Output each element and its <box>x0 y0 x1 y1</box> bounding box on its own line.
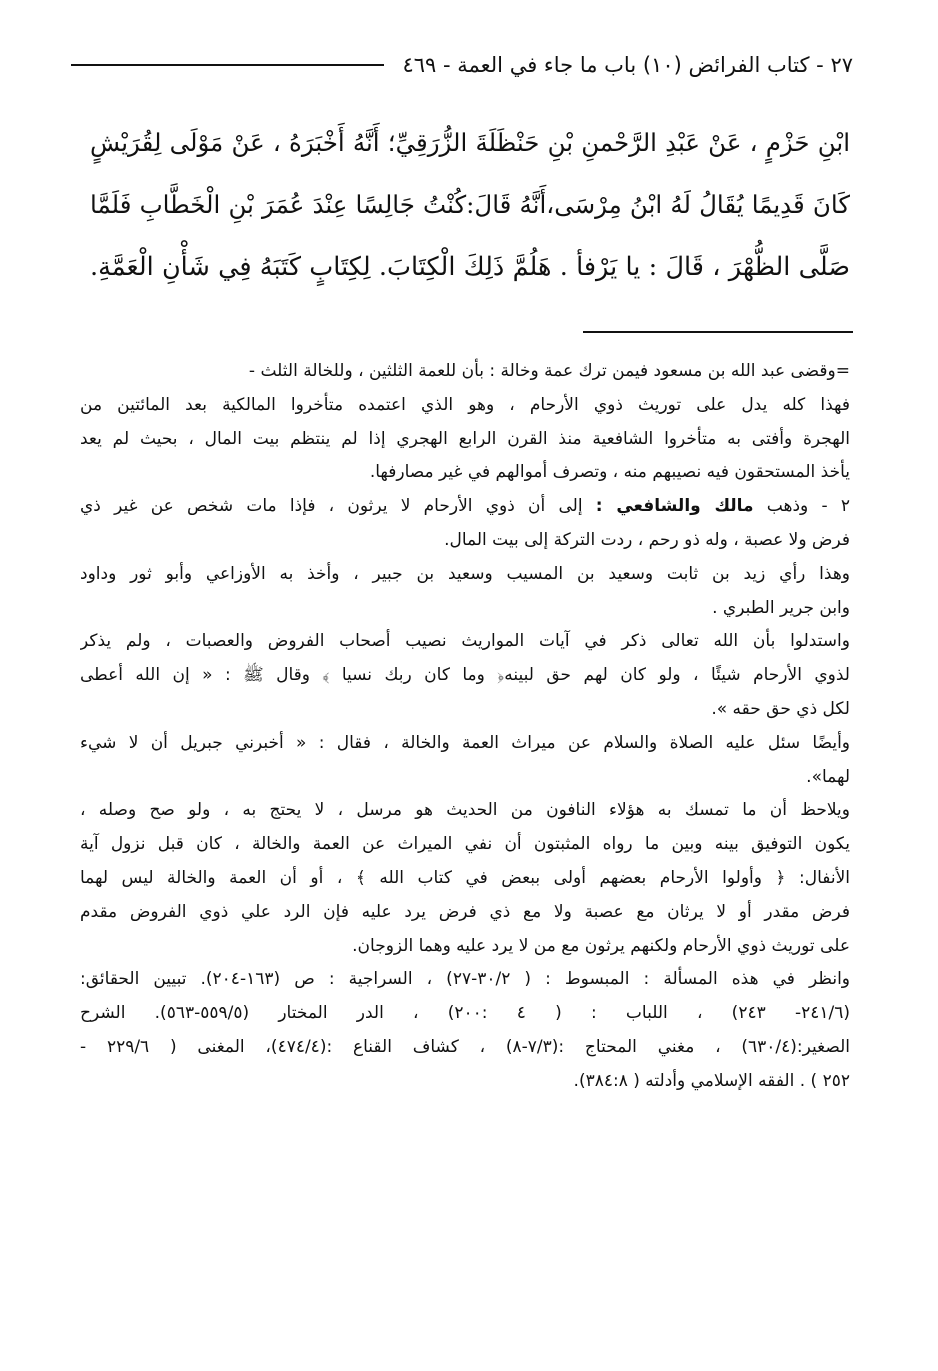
footnote-line-text: إلى أن ذوي الأرحام لا يرثون ، فإذا مات شخص عن غير ذي <box>80 496 583 517</box>
footnote-line: وأيضًا سئل عليه الصلاة والسلام عن ميراث العمة والخالة ، فقال : « أخبرني جبريل أن لا شيء <box>80 732 850 753</box>
footnote-line: وهذا رأي زيد بن ثابت وسعيد بن المسيب وسعيد بن جبير ، وأخذ به الأوزاعي وأبو ثور وداود <box>80 563 850 584</box>
hadith-text <box>90 112 850 298</box>
footnote-line: ٢٥٢ ) . الفقه الإسلامي وأدلته ( ٣٨٤:٨). <box>573 1070 850 1091</box>
footnote-line: الصغير:(٦٣٠/٤) ، مغني المحتاج :(٧/٣-٨) ، كشاف القناع :(٤٧٤/٤)، المغنى ( ٢٢٩/٦ - <box>80 1036 850 1057</box>
hadith-line: صَلَّى الظُّهْرَ ، قَالَ : يا يَرْفأ . هَلُمَّ ذَلِكَ الْكِتَابَ. لِكِتَابٍ كَتَبَهُ فِي شَأْنِ الْعَمَّةِ. <box>90 252 850 282</box>
footnote-line: يكون التوفيق بينه وبين ما رواه المثبتون أن نفي الميراث عن العمة والخالة ، كان قبل نزول آية <box>80 834 850 855</box>
footnote-line: واستدلوا بأن الله تعالى ذكر في آيات المواريث نصيب أصحاب الفروض والعصبات ، ولم يذكر <box>80 631 850 652</box>
footnote-prefix: ٢ - وذهب <box>753 496 850 517</box>
footnote-line <box>80 490 850 524</box>
footnote-line: لكل ذي حق حقه ». <box>711 698 850 719</box>
footnote-separator <box>583 331 853 333</box>
footnote-line: الهجرة وأفتى به متأخروا الشافعية منذ القرن الرابع الهجري إذا لم ينتظم بيت المال ، بحيث لم يعد <box>80 428 850 449</box>
footnote-line: لهما». <box>806 766 850 787</box>
hadith-line: ابْنِ حَزْمٍ ، عَنْ عَبْدِ الرَّحْمنِ بْنِ حَنْظَلَةَ الزُّرَقِيِّ؛ أَنَّهُ أَخْبَرَهُ ، عَنْ مَوْلَى لِقُرَيْشٍ <box>90 128 850 157</box>
footnote-line: فهذا كله يدل على توريث ذوي الأرحام ، وهو الذي اعتمده متأخروا المالكية بعد المائتين من <box>80 394 850 415</box>
header-title: ٢٧ - كتاب الفرائض (١٠) باب ما جاء في العمة - ٤٦٩ <box>402 53 853 77</box>
footnote-line: الأنفال: ﴿ وأولوا الأرحام بعضهم أولى ببعض في كتاب الله ﴾ ، أو أن العمة والخالة ليس لهما <box>80 867 850 888</box>
footnote-line: فرض ولا عصبة ، وله ذو رحم ، ردت التركة إلى بيت المال. <box>444 529 850 550</box>
running-header <box>71 48 853 82</box>
header-rule <box>71 64 384 66</box>
hadith-line: كَانَ قَدِيمًا يُقَالُ لَهُ ابْنُ مِرْسَى،أَنَّهُ قَالَ:كُنْتُ جَالِسًا عِنْدَ عُمَرَ بْنِ الْخَطَّابِ فَلَمَّا <box>90 190 850 219</box>
footnote-line: وانظر في هذه المسألة : المبسوط : ( ٣٠/٢-٢٧) ، السراجية : ص (١٦٣-٢٠٤). تبيين الحقائق: <box>80 969 850 990</box>
footnote-line: لذوي الأرحام شيئًا ، ولو كان لهم حق لبينه﴿ وما كان ربك نسيا ﴾ وقال ﷺ : « إن الله أعطى <box>80 665 850 686</box>
footnote-line: (٢٤١/٦- ٢٤٣) ، اللباب : ( ٤ :٢٠٠) ، الدر المختار (٥٥٩/٥-٥٦٣). الشرح <box>80 1003 850 1024</box>
footnote-line: =وقضى عبد الله بن مسعود فيمن ترك عمة وخالة : بأن للعمة الثلثين ، وللخالة الثلث - <box>248 361 850 381</box>
footnote-line: فرض مقدر أو لا يرثان مع عصبة ولا مع ذي فرض يرد عليه فإن الرد علي ذوي الفروض مقدم <box>80 901 850 922</box>
footnote-bold-names: مالك والشافعي : <box>595 496 754 517</box>
footnote-line: على توريث ذوي الأرحام ولكنهم يرثون مع من لا يرد عليه وهما الزوجان. <box>352 935 850 956</box>
footnote-line: يأخذ المستحقون فيه نصيبهم منه ، وتصرف أموالهم في غير مصارفها. <box>369 462 850 483</box>
footnotes <box>80 355 850 1099</box>
footnote-line: ويلاحظ أن ما تمسك به هؤلاء النافون من الحديث هو مرسل ، لا يحتج به ، ولو صح وصله ، <box>80 800 850 821</box>
footnote-line: وابن جرير الطبري . <box>712 597 850 618</box>
